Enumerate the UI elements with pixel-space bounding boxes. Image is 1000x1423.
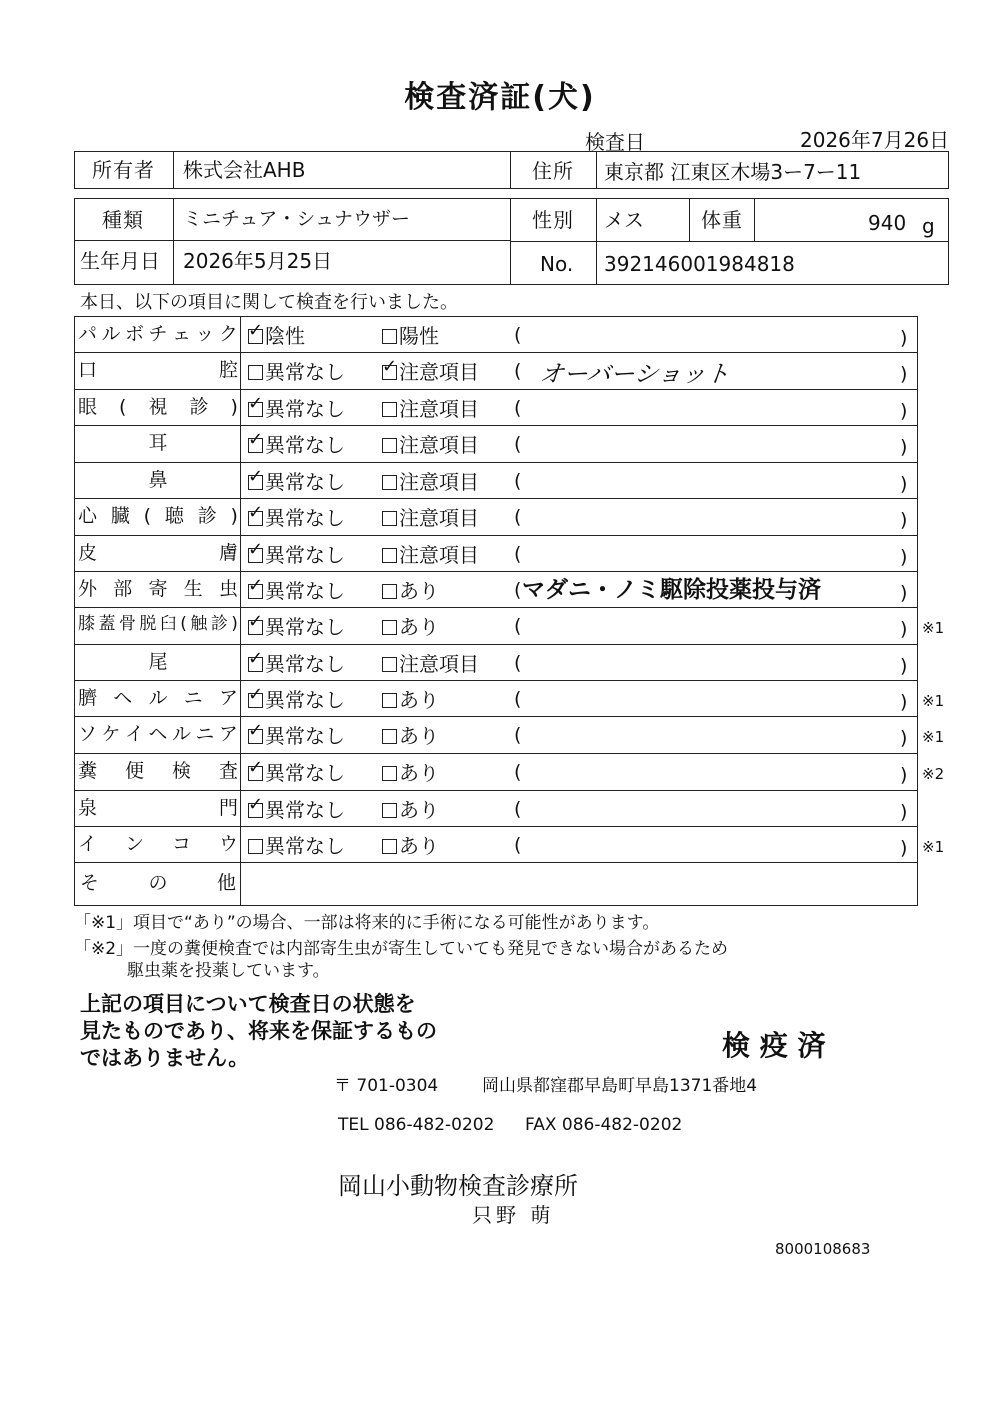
row-item-name: 眼 ( 視 診 ) — [78, 396, 238, 418]
option-1-label: 異常なし — [265, 724, 345, 748]
option-2-label: あり — [399, 761, 439, 785]
option-1-checkbox[interactable] — [248, 399, 345, 419]
option-2-label: あり — [399, 579, 439, 603]
checkbox-icon[interactable] — [382, 365, 397, 380]
comment-open-paren: ( — [514, 506, 522, 528]
comment-open-paren: ( — [514, 652, 522, 674]
option-2-label: 注意項目 — [399, 397, 479, 421]
checkbox-icon[interactable] — [248, 438, 263, 453]
dob-value: 2026年5月25日 — [183, 249, 333, 273]
row-item-name: 糞 便 検 査 — [78, 760, 238, 782]
doctor-name: 只野 萌 — [472, 1203, 555, 1227]
option-2-checkbox[interactable] — [382, 654, 479, 674]
option-1-label: 異常なし — [265, 688, 345, 712]
checkbox-icon[interactable] — [248, 584, 263, 599]
option-2-label: 陽性 — [399, 324, 439, 348]
option-2-checkbox[interactable] — [382, 508, 479, 528]
option-2-label: 注意項目 — [399, 433, 479, 457]
quarantine-stamp: 検 疫 済 — [722, 1029, 826, 1062]
checkbox-icon[interactable] — [248, 475, 263, 490]
checkbox-icon[interactable] — [248, 766, 263, 781]
comment-open-paren: ( — [514, 397, 522, 419]
footnote-2-cont: 駆虫薬を投薬しています。 — [127, 961, 330, 981]
option-1-checkbox[interactable] — [248, 654, 345, 674]
option-1-checkbox[interactable] — [248, 545, 345, 565]
comment-open-paren: ( — [514, 798, 522, 820]
option-2-label: 注意項目 — [399, 470, 479, 494]
row-item-name: 膝 蓋 骨 脱 臼 ( 触 診 ) — [78, 614, 238, 634]
checkbox-icon[interactable] — [248, 365, 263, 380]
option-2-label: あり — [399, 834, 439, 858]
option-1-checkbox[interactable] — [248, 763, 345, 783]
option-1-checkbox[interactable] — [248, 690, 345, 710]
row-item-name: パ ル ボ チ ェ ッ ク — [78, 323, 238, 345]
checkbox-icon[interactable] — [382, 657, 397, 672]
option-1-label: 異常なし — [265, 761, 345, 785]
checkbox-icon[interactable] — [382, 803, 397, 818]
option-1-checkbox[interactable] — [248, 800, 345, 820]
option-1-checkbox[interactable] — [248, 362, 345, 382]
address-label: 住所 — [532, 159, 574, 183]
option-2-label: あり — [399, 688, 439, 712]
owner-label: 所有者 — [92, 158, 155, 182]
checkbox-icon[interactable] — [382, 839, 397, 854]
comment-close-paren: ) — [900, 691, 908, 713]
option-2-checkbox[interactable] — [382, 836, 439, 856]
other-label: そ の 他 — [80, 872, 236, 894]
option-1-label: 異常なし — [265, 470, 345, 494]
footnote-2: 「※2」一度の糞便検査では内部寄生虫が寄生していても発見できない場合があるため — [74, 939, 729, 959]
checkbox-icon[interactable] — [248, 329, 263, 344]
option-2-checkbox[interactable] — [382, 435, 479, 455]
option-2-label: 注意項目 — [399, 543, 479, 567]
weight-value: 940 — [868, 211, 907, 235]
checkbox-icon[interactable] — [382, 438, 397, 453]
option-2-checkbox[interactable] — [382, 726, 439, 746]
comment-close-paren: ) — [900, 655, 908, 677]
option-1-checkbox[interactable] — [248, 726, 345, 746]
disclaimer-line-1: 上記の項目について検査日の状態を — [80, 992, 416, 1016]
clinic-tel: TEL 086-482-0202 — [338, 1115, 495, 1135]
option-1-checkbox[interactable] — [248, 581, 345, 601]
row-item-name: 耳 — [148, 432, 168, 454]
row-item-name: 口 腔 — [78, 359, 238, 381]
checkbox-icon[interactable] — [248, 803, 263, 818]
breed-label: 種類 — [102, 208, 144, 232]
option-1-label: 異常なし — [265, 615, 345, 639]
option-2-checkbox[interactable] — [382, 763, 439, 783]
comment-open-paren: ( — [514, 324, 522, 346]
checkbox-icon[interactable] — [382, 402, 397, 417]
checkbox-icon[interactable] — [248, 657, 263, 672]
comment-close-paren: ) — [900, 727, 908, 749]
comment-open-paren: ( — [514, 470, 522, 492]
option-1-label: 異常なし — [265, 543, 345, 567]
option-2-checkbox[interactable] — [382, 472, 479, 492]
dob-label: 生年月日 — [80, 249, 160, 273]
option-2-checkbox[interactable] — [382, 617, 439, 637]
checkbox-icon[interactable] — [382, 511, 397, 526]
option-1-label: 陰性 — [265, 324, 305, 348]
weight-label: 体重 — [701, 208, 743, 232]
checkbox-icon[interactable] — [248, 729, 263, 744]
comment-close-paren: ) — [900, 436, 908, 458]
comment-text[interactable]: マダニ・ノミ駆除投薬投与済 — [522, 577, 821, 603]
checkbox-icon[interactable] — [382, 475, 397, 490]
option-1-label: 異常なし — [265, 506, 345, 530]
clinic-name: 岡山小動物検査診療所 — [338, 1172, 578, 1200]
option-1-checkbox[interactable] — [248, 508, 345, 528]
option-2-label: 注意項目 — [399, 652, 479, 676]
checkbox-icon[interactable] — [382, 548, 397, 563]
option-1-label: 異常なし — [265, 652, 345, 676]
checkbox-icon[interactable] — [248, 839, 263, 854]
note-mark: ※1 — [922, 692, 945, 710]
option-1-label: 異常なし — [265, 433, 345, 457]
checkbox-icon[interactable] — [382, 329, 397, 344]
note-mark: ※1 — [922, 838, 945, 856]
exam-date-value: 2026年7月26日 — [800, 128, 950, 152]
comment-open-paren: ( — [514, 579, 522, 601]
comment-open-paren: ( — [514, 360, 522, 382]
comment-close-paren: ) — [900, 837, 908, 859]
option-2-checkbox[interactable] — [382, 545, 479, 565]
comment-open-paren: ( — [514, 724, 522, 746]
option-1-checkbox[interactable] — [248, 326, 305, 346]
checkbox-icon[interactable] — [382, 729, 397, 744]
option-2-label: 注意項目 — [399, 360, 479, 384]
comment-close-paren: ) — [900, 764, 908, 786]
clinic-address: 岡山県都窪郡早島町早島1371番地4 — [482, 1076, 758, 1096]
checkbox-icon[interactable] — [248, 402, 263, 417]
comment-open-paren: ( — [514, 834, 522, 856]
option-2-checkbox[interactable] — [382, 800, 439, 820]
comment-close-paren: ) — [900, 327, 908, 349]
option-2-checkbox[interactable] — [382, 690, 439, 710]
option-1-label: 異常なし — [265, 798, 345, 822]
option-1-checkbox[interactable] — [248, 836, 345, 856]
comment-close-paren: ) — [900, 400, 908, 422]
number-label: No. — [540, 252, 574, 276]
row-item-name: 臍 ヘ ル ニ ア — [78, 687, 238, 709]
clinic-fax: FAX 086-482-0202 — [525, 1115, 683, 1135]
weight-unit: g — [922, 214, 935, 238]
option-2-checkbox[interactable] — [382, 399, 479, 419]
comment-open-paren: ( — [514, 543, 522, 565]
comment-text[interactable]: オーバーショット — [538, 360, 732, 388]
row-item-name: 尾 — [148, 651, 168, 673]
option-1-checkbox[interactable] — [248, 435, 345, 455]
option-1-checkbox[interactable] — [248, 617, 345, 637]
intro-text: 本日、以下の項目に関して検査を行いました。 — [80, 292, 458, 313]
row-item-name: 外 部 寄 生 虫 — [78, 578, 238, 600]
comment-close-paren: ) — [900, 801, 908, 823]
sex-label: 性別 — [532, 208, 574, 232]
comment-close-paren: ) — [900, 582, 908, 604]
comment-open-paren: ( — [514, 433, 522, 455]
checkbox-icon[interactable] — [248, 511, 263, 526]
checkbox-icon[interactable] — [382, 620, 397, 635]
address-value: 東京都 江東区木場3ー7ー11 — [604, 160, 862, 184]
breed-value: ミニチュア・シュナウザー — [183, 208, 411, 230]
checkbox-icon[interactable] — [382, 584, 397, 599]
row-item-name: 泉 門 — [78, 797, 238, 819]
serial-number: 8000108683 — [775, 1240, 871, 1258]
number-value: 392146001984818 — [604, 252, 795, 276]
row-item-name: 心 臓 ( 聴 診 ) — [78, 505, 238, 527]
comment-close-paren: ) — [900, 473, 908, 495]
row-item-name: ソ ケ イ ヘ ル ニ ア — [78, 723, 238, 745]
checkbox-icon[interactable] — [248, 693, 263, 708]
row-item-name: 皮 膚 — [78, 542, 238, 564]
option-1-label: 異常なし — [265, 360, 345, 384]
checkbox-icon[interactable] — [382, 693, 397, 708]
owner-value: 株式会社AHB — [183, 158, 306, 182]
option-2-label: あり — [399, 724, 439, 748]
option-2-label: あり — [399, 615, 439, 639]
option-2-checkbox[interactable] — [382, 581, 439, 601]
checkbox-icon[interactable] — [248, 548, 263, 563]
option-2-checkbox[interactable] — [382, 362, 479, 382]
row-item-name: イ ン コ ウ — [78, 833, 238, 855]
disclaimer-line-2: 見たものであり、将来を保証するもの — [80, 1019, 437, 1043]
checkbox-icon[interactable] — [382, 766, 397, 781]
option-2-checkbox[interactable] — [382, 326, 439, 346]
checkbox-icon[interactable] — [248, 620, 263, 635]
option-2-label: あり — [399, 798, 439, 822]
comment-close-paren: ) — [900, 618, 908, 640]
comment-open-paren: ( — [514, 761, 522, 783]
disclaimer-line-3: ではありません。 — [80, 1046, 250, 1070]
option-1-label: 異常なし — [265, 397, 345, 421]
option-1-checkbox[interactable] — [248, 472, 345, 492]
option-1-label: 異常なし — [265, 834, 345, 858]
comment-close-paren: ) — [900, 509, 908, 531]
comment-open-paren: ( — [514, 615, 522, 637]
comment-close-paren: ) — [900, 363, 908, 385]
option-2-label: 注意項目 — [399, 506, 479, 530]
document-title: 検査済証(犬) — [404, 80, 596, 115]
note-mark: ※1 — [922, 619, 945, 637]
postal-code: 〒 701-0304 — [334, 1076, 439, 1096]
comment-open-paren: ( — [514, 688, 522, 710]
sex-value: メス — [604, 208, 644, 232]
note-mark: ※1 — [922, 728, 945, 746]
comment-close-paren: ) — [900, 546, 908, 568]
exam-date-label: 検査日 — [585, 130, 645, 154]
note-mark: ※2 — [922, 765, 945, 783]
footnote-1: 「※1」項目で“あり”の場合、一部は将来的に手術になる可能性があります。 — [74, 913, 660, 933]
option-1-label: 異常なし — [265, 579, 345, 603]
row-item-name: 鼻 — [148, 469, 168, 491]
